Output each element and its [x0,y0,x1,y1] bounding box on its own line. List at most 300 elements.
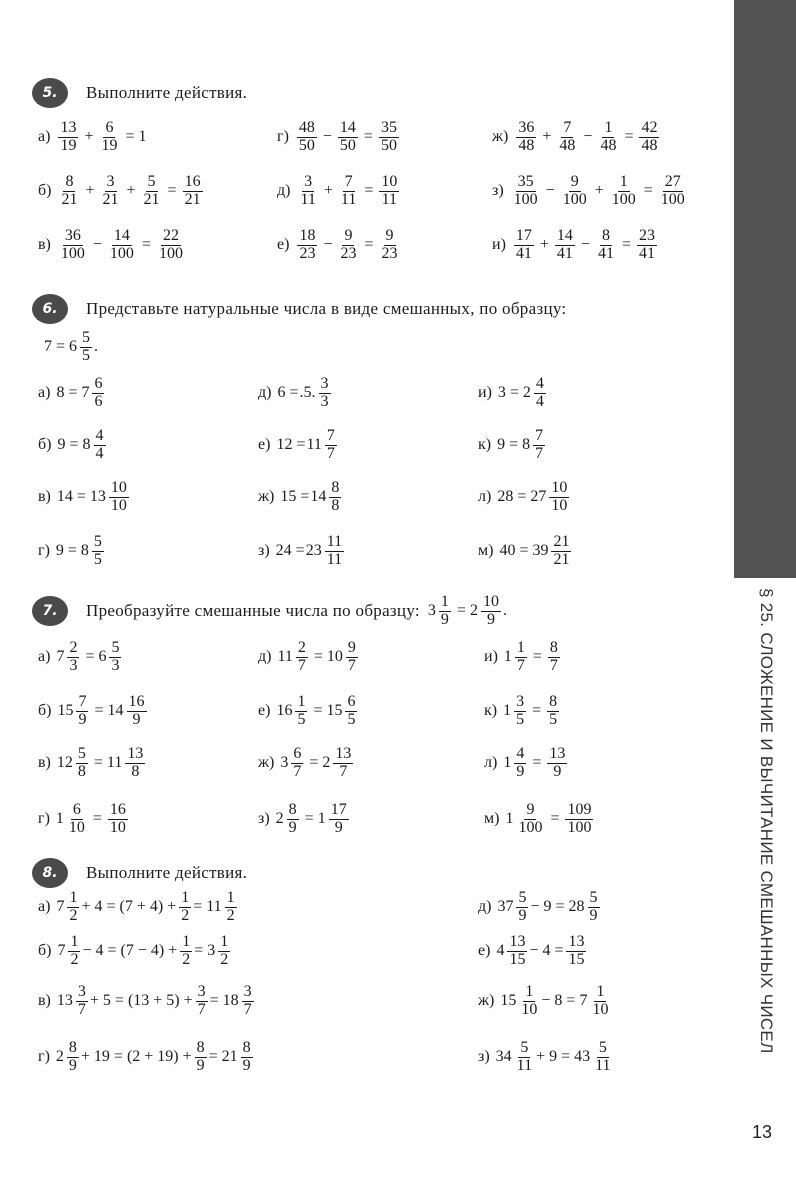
task-5-item [277,228,402,263]
item-label: в) [38,992,51,1010]
fraction [76,984,88,1019]
fraction [92,534,104,569]
item-label: ж) [258,754,275,772]
operator: − [92,236,102,254]
denominator: 9 [486,610,495,628]
denominator: 48 [518,136,535,154]
expression-text: − 4 = [529,942,564,960]
numerator: 13 [335,745,352,762]
fraction [180,934,192,969]
numerator: 17 [330,801,347,818]
numerator: 3 [304,173,313,190]
numerator: 9 [347,639,356,656]
fraction [319,376,331,411]
expression-text: 34 [495,1048,512,1066]
fraction [99,120,119,155]
denominator: 9 [68,1056,77,1074]
numerator: 7 [326,427,335,444]
numerator: 4 [535,375,544,392]
fraction [67,890,79,925]
expression-text: 12 = [276,436,306,454]
denominator: 5 [82,346,91,364]
expression-text: − 8 = 7 [541,992,588,1010]
fraction [637,228,657,263]
fraction [225,890,237,925]
item-label: а) [38,384,51,402]
item-label: г) [38,542,50,560]
numerator: 10 [381,173,398,190]
fraction [76,746,88,781]
denominator: 100 [660,190,685,208]
item-label: в) [38,488,51,506]
task-6-item [38,428,108,463]
section-tab [734,0,796,578]
numerator: 5 [520,1039,529,1056]
task-6-item [478,480,571,515]
item-label: л) [478,488,492,506]
denominator: 11 [326,550,343,568]
denominator: 50 [298,136,315,154]
expression-text: 9 = 8 [57,436,91,454]
fraction [338,120,358,155]
fraction [339,174,358,209]
item-label: а) [38,648,51,666]
denominator: 48 [559,136,576,154]
numerator: 35 [380,119,397,136]
numerator: 18 [299,227,316,244]
numerator: 5 [82,329,91,346]
item-label: е) [258,702,271,720]
task-7-badge: 7. [32,596,68,626]
fraction [333,746,353,781]
fraction [514,746,526,781]
denominator: 9 [132,710,141,728]
operator: = [85,648,95,666]
operator: = [125,128,135,146]
operator: + [539,236,549,254]
denominator: 7 [197,1000,206,1018]
fraction [516,120,536,155]
numerator: 27 [664,173,681,190]
operator: = [532,754,542,772]
expression-text: 14 = 13 [56,488,106,506]
numerator: 36 [64,227,81,244]
denominator: 7 [297,656,306,674]
denominator: 23 [299,244,316,262]
denominator: 21 [102,190,119,208]
task-7-item [258,640,360,675]
denominator: 15 [509,950,526,968]
item-label: б) [38,942,52,960]
task-5-title: Выполните действия. [86,83,248,102]
fraction [547,694,559,729]
denominator: 2 [220,950,229,968]
numerator: 1 [604,119,613,136]
expression-text: + 5 = (13 + 5) + [89,992,193,1010]
fraction [108,228,136,263]
denominator: 3 [111,656,120,674]
fraction [297,228,317,263]
numerator: 13 [509,933,526,950]
task-7-example [428,594,508,629]
expression-text: + 19 = (2 + 19) + [80,1048,192,1066]
fraction [67,640,79,675]
expression-text: 11 [277,648,293,666]
numerator: 8 [331,479,340,496]
fraction [598,120,618,155]
task-5-item [492,174,689,209]
denominator: 2 [181,906,190,924]
numerator: 5 [147,173,156,190]
fraction [297,120,317,155]
numerator: 21 [553,533,570,550]
numerator: 1 [297,693,306,710]
expression-text: 9 = 8 [55,542,89,560]
fraction [379,174,399,209]
task-6-item [478,376,548,411]
numerator: 9 [570,173,579,190]
operator: = [94,702,104,720]
denominator: 10 [592,1000,609,1018]
denominator: 10 [110,496,127,514]
expression-text: 11 [306,436,322,454]
item-label: ж) [478,992,495,1010]
numerator: 13 [60,119,77,136]
fraction [241,1040,253,1075]
expression-text: = 3 [194,942,216,960]
expression-text: 2 [55,1048,64,1066]
denominator: 100 [109,244,134,262]
denominator: 9 [516,762,525,780]
denominator: 7 [549,656,558,674]
expression-text: 1 [505,810,514,828]
numerator: 6 [72,801,81,818]
numerator: 11 [326,533,343,550]
denominator: 7 [347,656,356,674]
item-label: ж) [258,488,275,506]
expression-text: 12 [56,754,73,772]
operator: + [594,182,604,200]
operator: = [313,648,323,666]
task-6-item [38,376,106,411]
fraction [514,228,534,263]
expression-text: 3 [280,754,289,772]
task-6-item [478,428,547,463]
item-label: г) [38,1048,50,1066]
fraction [561,174,589,209]
task-8-badge: 8. [32,858,68,888]
denominator: 50 [380,136,397,154]
denominator: 2 [182,950,191,968]
numerator: 1 [596,983,605,1000]
numerator: 6 [105,119,114,136]
task-8-item [38,984,256,1019]
numerator: 1 [440,592,449,610]
operator: = [532,648,542,666]
operator: − [583,128,593,146]
operator: − [580,236,590,254]
denominator: 23 [381,244,398,262]
fraction [109,480,129,515]
denominator: 10 [68,818,85,836]
numerator: 3 [197,983,206,1000]
task-6-title: Представьте натуральные числа в виде смешанных, по образцу: [86,299,567,318]
numerator: 1 [619,173,628,190]
denominator: 41 [515,244,532,262]
operator: = [550,810,560,828]
denominator: 9 [589,906,598,924]
task-8-item [478,984,612,1019]
expression-text: 8 = 7 [56,384,90,402]
item-label: д) [258,648,272,666]
fraction [590,984,610,1019]
numerator: 5 [93,533,102,550]
operator: = [363,128,373,146]
fraction [481,594,501,629]
task-7-item [484,746,569,781]
fraction [179,890,191,925]
expression-text: 15 [57,702,74,720]
numerator: 22 [162,227,179,244]
operator: − [323,236,333,254]
operator: + [323,182,333,200]
operator: + [84,128,94,146]
numerator: 8 [549,639,558,656]
numerator: 1 [226,889,235,906]
fraction [507,934,527,969]
fraction [329,802,349,837]
expression-text: 7 [56,648,65,666]
expression-text: 11 [106,754,123,772]
item-label: к) [478,436,492,454]
numerator: 7 [344,173,353,190]
fraction [338,228,358,263]
expression-text: 24 = [275,542,305,560]
operator: = [309,754,319,772]
task-6-badge: 6. [32,294,68,324]
fraction [566,934,586,969]
fraction [514,694,526,729]
expression-text: 28 = 27 [497,488,547,506]
denominator: 7 [535,444,544,462]
task-7-item [484,802,595,837]
numerator: 5 [589,889,598,906]
task-5-item [277,174,401,209]
denominator: 41 [597,244,614,262]
expression-text: 3 [427,602,436,619]
expression-text: 15 [500,992,517,1010]
denominator: 10 [521,1000,538,1018]
task-7-item [258,802,351,837]
task-8-item [38,1040,255,1075]
numerator: 1 [181,889,190,906]
fraction [291,746,303,781]
fraction [515,1040,534,1075]
task-5-item [492,120,661,155]
expression-text: 1 [503,648,512,666]
fraction [67,1040,79,1075]
fraction [242,984,254,1019]
operator: = [621,236,631,254]
numerator: 16 [109,801,126,818]
fraction [94,428,106,463]
expression-text: 9 = 8 [497,436,531,454]
denominator: 5 [549,710,558,728]
numerator: 2 [297,639,306,656]
denominator: 4 [535,392,544,410]
denominator: 3 [320,392,329,410]
denominator: 11 [340,190,357,208]
fraction [142,174,162,209]
denominator: 48 [600,136,617,154]
denominator: 11 [381,190,398,208]
denominator: 11 [300,190,316,208]
numerator: 5 [598,1039,607,1056]
task-6-item [258,376,333,411]
item-label: к) [484,702,498,720]
fraction [295,694,307,729]
denominator: 21 [184,190,201,208]
numerator: 3 [106,173,115,190]
item-label: д) [258,384,272,402]
fraction [325,428,337,463]
task-6-item [38,534,106,569]
numerator: 3 [77,983,86,1000]
denominator: 9 [553,762,562,780]
numerator: 8 [65,173,74,190]
expression-text: 1 [138,128,147,146]
fraction [76,694,88,729]
fraction [127,694,147,729]
task-6-example [44,330,99,365]
denominator: 100 [518,818,543,836]
expression-text: + 9 = 43 [536,1048,591,1066]
numerator: 14 [339,119,356,136]
task-5-header [32,76,247,110]
numerator: 16 [128,693,145,710]
item-label: г) [38,810,50,828]
fraction [218,934,230,969]
fraction [439,594,451,629]
numerator: 5 [111,639,120,656]
section-title [752,580,782,1110]
denominator: 4 [95,444,104,462]
numerator: 6 [293,745,302,762]
denominator: 100 [611,190,636,208]
denominator: 9 [242,1056,251,1074]
fraction [588,890,600,925]
fraction [92,376,104,411]
numerator: 8 [288,801,297,818]
numerator: 1 [70,933,79,950]
fraction [596,228,616,263]
expression-text: 16 [276,702,293,720]
fraction [195,1040,207,1075]
expression-text: 3 = 2 [497,384,531,402]
denominator: 50 [339,136,356,154]
fraction [196,984,208,1019]
operator: − [545,182,555,200]
numerator: 3 [320,375,329,392]
expression-text: 1 [55,810,64,828]
page-number: 13 [752,1122,773,1142]
item-label: з) [478,1048,490,1066]
fraction [67,802,87,837]
expression-text: 7 [56,898,65,916]
expression-text: 2 [469,602,478,619]
fraction [547,746,567,781]
task-7-item [484,694,561,729]
expression-text: 40 = 39 [499,542,549,560]
denominator: 8 [77,762,86,780]
operator: = [93,754,103,772]
operator: = [643,182,653,200]
numerator: 36 [518,119,535,136]
operator: = [624,128,634,146]
fraction [610,174,638,209]
denominator: 8 [331,496,340,514]
fraction [345,694,357,729]
denominator: 7 [339,762,348,780]
numerator: 17 [515,227,532,244]
task-6-item [478,534,573,569]
item-label: и) [478,384,492,402]
denominator: 5 [93,550,102,568]
numerator: 2 [69,639,78,656]
expression-text: .5. [299,384,316,402]
numerator: 14 [556,227,573,244]
numerator: 1 [525,983,534,1000]
fraction [565,802,593,837]
operator: = [167,182,177,200]
denominator: 19 [101,136,118,154]
item-label: ж) [492,128,509,146]
denominator: 11 [595,1056,611,1074]
operator: + [126,182,136,200]
task-8-item [38,934,232,969]
numerator: 109 [567,801,592,818]
numerator: 10 [482,592,499,610]
numerator: 10 [110,479,127,496]
item-label: з) [492,182,504,200]
fraction [296,640,308,675]
task-7-item [38,640,123,675]
fraction [555,228,575,263]
numerator: 4 [95,427,104,444]
expression-text: 13 [56,992,73,1010]
operator: + [542,128,552,146]
task-7-item [484,640,562,675]
section-title-text: § 25. СЛОЖЕНИЕ И ВЫЧИТАНИЕ СМЕШАННЫХ ЧИСЕЛ [757,588,776,1054]
task-7-item [258,746,355,781]
fraction [593,1040,612,1075]
denominator: 10 [551,496,568,514]
fraction [325,534,344,569]
fraction [108,802,128,837]
fraction [58,120,78,155]
expression-text: 10 [326,648,343,666]
denominator: 11 [516,1056,533,1074]
fraction [329,480,341,515]
numerator: 9 [344,227,353,244]
expression-text: 37 [497,898,514,916]
denominator: 7 [243,1000,252,1018]
numerator: 1 [516,639,525,656]
task-5-item [38,174,205,209]
numerator: 8 [601,227,610,244]
expression-text: = 18 [209,992,239,1010]
fraction [639,120,659,155]
